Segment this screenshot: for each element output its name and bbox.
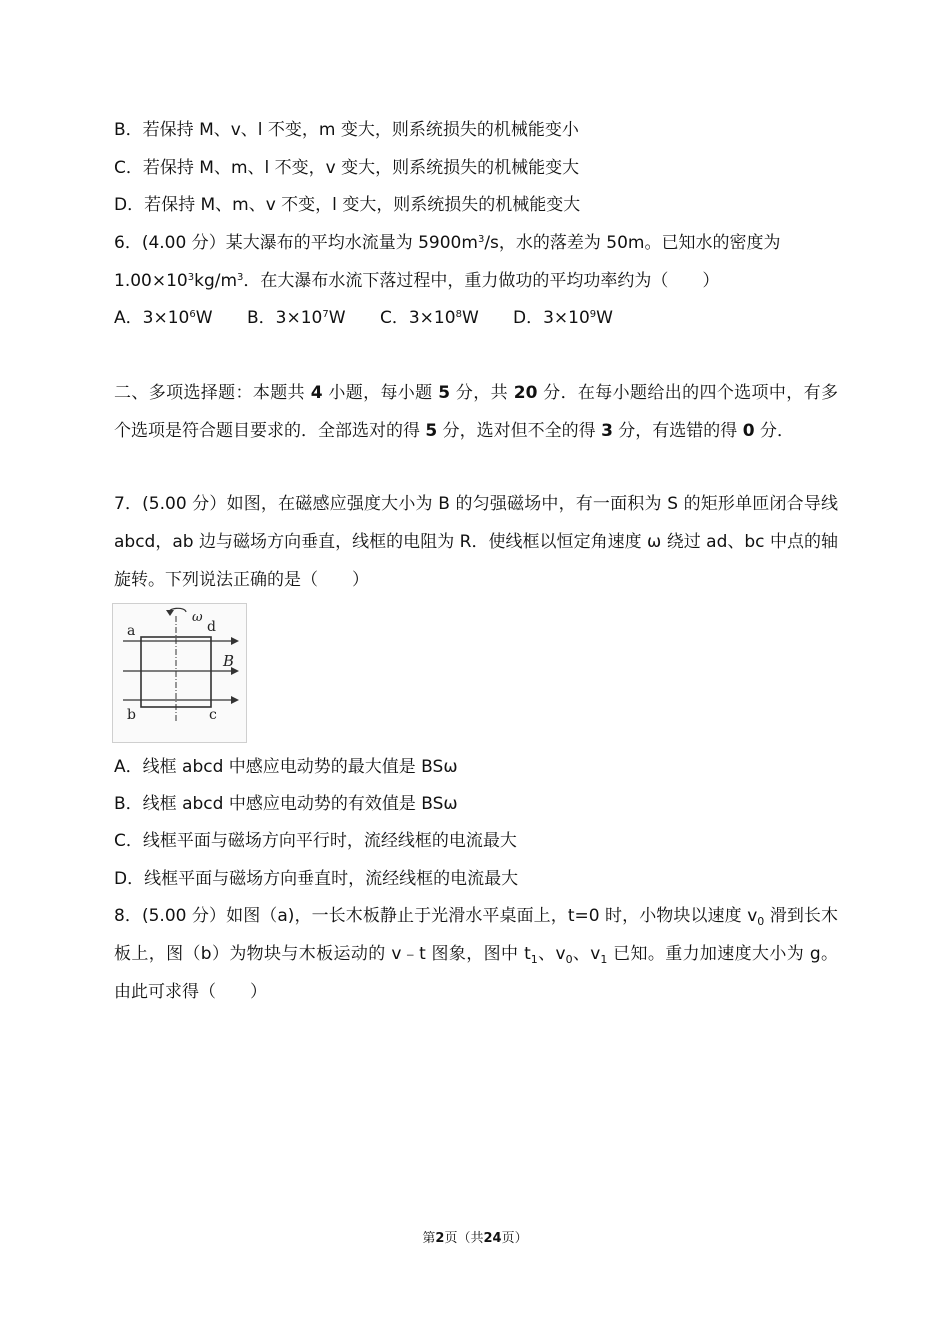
question-8-stem: 8．(5.00 分）如图（a)，一长木板静止于光滑水平桌面上，t=0 时，小物块以速度 $v_0$ 滑到长木板上，图（b）为物块与木板运动的 v﹣t 图象，图中 $t_1$、$v_0$、$v_1$ 已知。重力加速度大小为 g。由此可求得（ ） [114,906,839,1002]
question-6-line-1: 6．(4.00 分）某大瀑布的平均水流量为 $5900m^3/s$，水的落差为 50m。已知水的密度为 [114,233,781,253]
label-b: b [127,707,136,723]
q5-option-d: D．若保持 M、m、v 不变，l 变大，则系统损失的机械能变大 [114,195,581,215]
label-d: d [207,619,216,635]
q6-option-b: B．$3\times 10^7W$ [247,308,346,328]
q6-option-a: A．$3\times 10^6W$ [114,308,213,328]
q7-option-b: B．线框 abcd 中感应电动势的有效值是 BSω [114,794,458,814]
label-omega: ω [192,610,203,625]
page-footer: 第2页（共24页） [422,1231,528,1246]
q7-option-d: D．线框平面与磁场方向垂直时，流经线框的电流最大 [114,869,519,889]
question-6-line-2: $1.00\times 10^3kg/m^3$．在大瀑布水流下落过程中，重力做功的平均功率约为（ ） [114,271,720,291]
q5-option-b: B．若保持 M、v、l 不变，m 变大，则系统损失的机械能变小 [114,120,579,140]
label-c: c [209,707,217,723]
q7-option-c: C．线框平面与磁场方向平行时，流经线框的电流最大 [114,831,517,851]
loop-in-field-diagram [113,604,246,742]
question-7-figure [112,603,247,743]
label-field-b: B [223,652,235,670]
q7-option-a: A．线框 abcd 中感应电动势的最大值是 BSω [114,757,458,777]
q6-option-d: D．$3\times 10^9W$ [513,308,613,328]
q5-option-c: C．若保持 M、m、l 不变，v 变大，则系统损失的机械能变大 [114,158,580,178]
q6-option-c: C．$3\times 10^8W$ [380,308,479,328]
question-7-stem: 7．(5.00 分）如图，在磁感应强度大小为 B 的匀强磁场中，有一面积为 S 的矩形单匝闭合导线 abcd，ab 边与磁场方向垂直，线框的电阻为 R．使线框以恒定角速度 ω 绕过 ad、bc 中点的轴旋转。下列说法正确的是（ ） [114,494,838,590]
section-2-instructions: 二、多项选择题：本题共 4 小题，每小题 5 分，共 20 分．在每小题给出的四个选项中，有多个选项是符合题目要求的．全部选对的得 5 分，选对但不全的得 3 分，有选错的得 0 分． [114,383,838,441]
label-a: a [127,623,136,639]
question-6-options [114,307,613,329]
